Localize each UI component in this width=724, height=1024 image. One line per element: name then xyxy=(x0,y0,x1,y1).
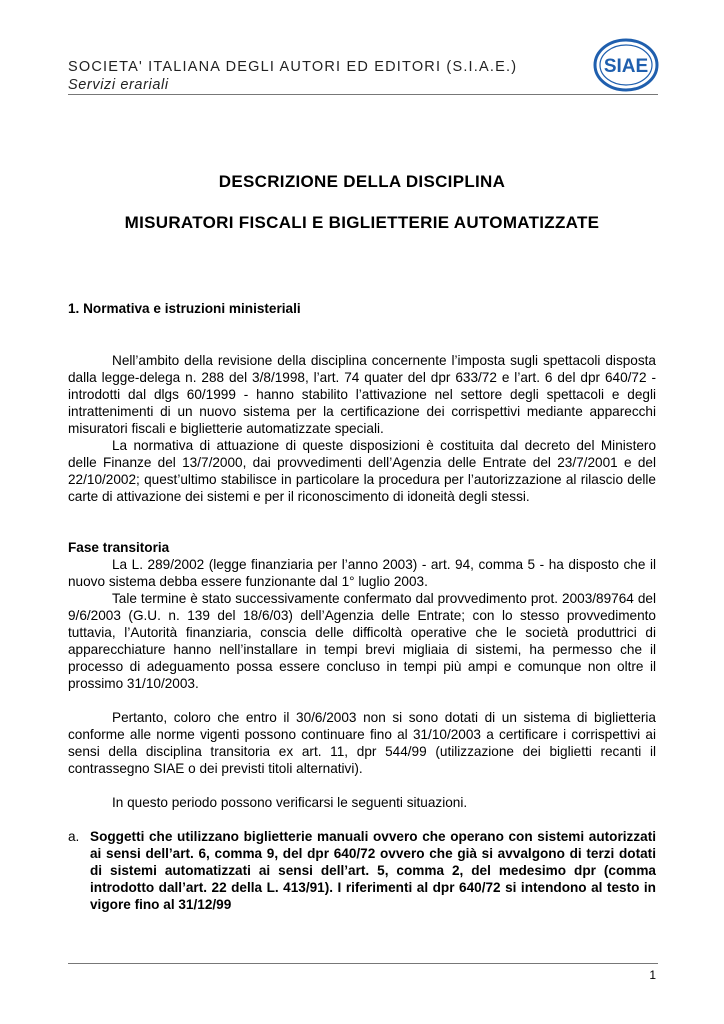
subsection-heading: Fase transitoria xyxy=(68,540,170,555)
document-subtitle: MISURATORI FISCALI E BIGLIETTERIE AUTOMATIZZATE xyxy=(124,213,600,232)
paragraph: La normativa di attuazione di queste disposizioni è costituita dal decreto del Ministero delle Finanze del 13/7/2000, dai provvedimenti dell’Agenzia delle Entrate del 23/7/2001 e del 22/10/2002; quest’ultimo stabilisce in particolare la procedura per l’autorizzazione al rilascio delle carte di attivazione dei sistemi e per il riconoscimento di idoneità degli stessi. xyxy=(68,438,656,504)
document-title: DESCRIZIONE DELLA DISCIPLINA xyxy=(218,172,506,191)
logo-text: SIAE xyxy=(603,56,649,77)
header-divider xyxy=(68,94,658,95)
paragraph: Nell’ambito della revisione della disciplina concernente l’imposta sugli spettacoli disposta dalla legge-delega n. 288 del 3/8/1998, l’art. 74 quater del dpr 633/72 e l’art. 6 del dpr 640/72 - introdotti dal dlgs 60/1999 - hanno stabilito l’attivazione nel settore degli spettacoli e degli intrattenimenti di un nuovo sistema per la certificazione dei corrispettivi mediante apparecchi misuratori fiscali e biglietterie automatizzate speciali. xyxy=(68,353,656,436)
list-marker: a. xyxy=(68,829,80,844)
page-number: 1 xyxy=(649,968,656,982)
paragraph: Pertanto, coloro che entro il 30/6/2003 non si sono dotati di un sistema di biglietteria conforme alle norme vigenti possono continuare fino al 31/10/2003 a certificare i corrispettivi ai sensi della disciplina transitoria ex art. 11, dpr 544/99 (utilizzazione dei biglietti recanti il contrassegno SIAE o dei previsti titoli alternativi). xyxy=(68,710,656,776)
siae-logo xyxy=(592,37,660,93)
department-name: Servizi erariali xyxy=(68,77,169,93)
list-item-text: Soggetti che utilizzano biglietterie manuali ovvero che operano con sistemi autorizzati ai sensi dell’art. 6, comma 9, del dpr 640/72 ovvero che già si avvalgono di terzi dotati di sistemi automatizzati ai sensi dell’art. 5, comma 2, del medesimo dpr (comma introdotto dall’art. 22 della L. 413/91). I riferimenti al dpr 640/72 si intendono al testo in vigore fino al 31/12/99 xyxy=(90,829,656,912)
document-body xyxy=(68,300,656,913)
list-item xyxy=(68,828,656,913)
footer-divider xyxy=(68,963,658,964)
paragraph: In questo periodo possono verificarsi le seguenti situazioni. xyxy=(112,795,468,810)
section-heading: 1. Normativa e istruzioni ministeriali xyxy=(68,301,301,316)
page-header xyxy=(68,58,658,94)
paragraph: Tale termine è stato successivamente confermato dal provvedimento prot. 2003/89764 del 9/6/2003 (G.U. n. 139 del 18/6/03) dell’Agenzia delle Entrate; con lo stesso provvedimento tuttavia, l’Autorità finanziaria, conscia delle difficoltà operative che le società produttrici di apparecchiature hanno nell’installare in tempi brevi migliaia di sistemi, ha permesso che il processo di adeguamento possa essere concluso in tempi più ampi e comunque non oltre il prossimo 31/10/2003. xyxy=(68,591,656,691)
paragraph: La L. 289/2002 (legge finanziaria per l’anno 2003) - art. 94, comma 5 - ha disposto che il nuovo sistema debba essere funzionante dal 1° luglio 2003. xyxy=(68,557,656,589)
organization-name: SOCIETA' ITALIANA DEGLI AUTORI ED EDITORI (S.I.A.E.) xyxy=(68,59,518,75)
